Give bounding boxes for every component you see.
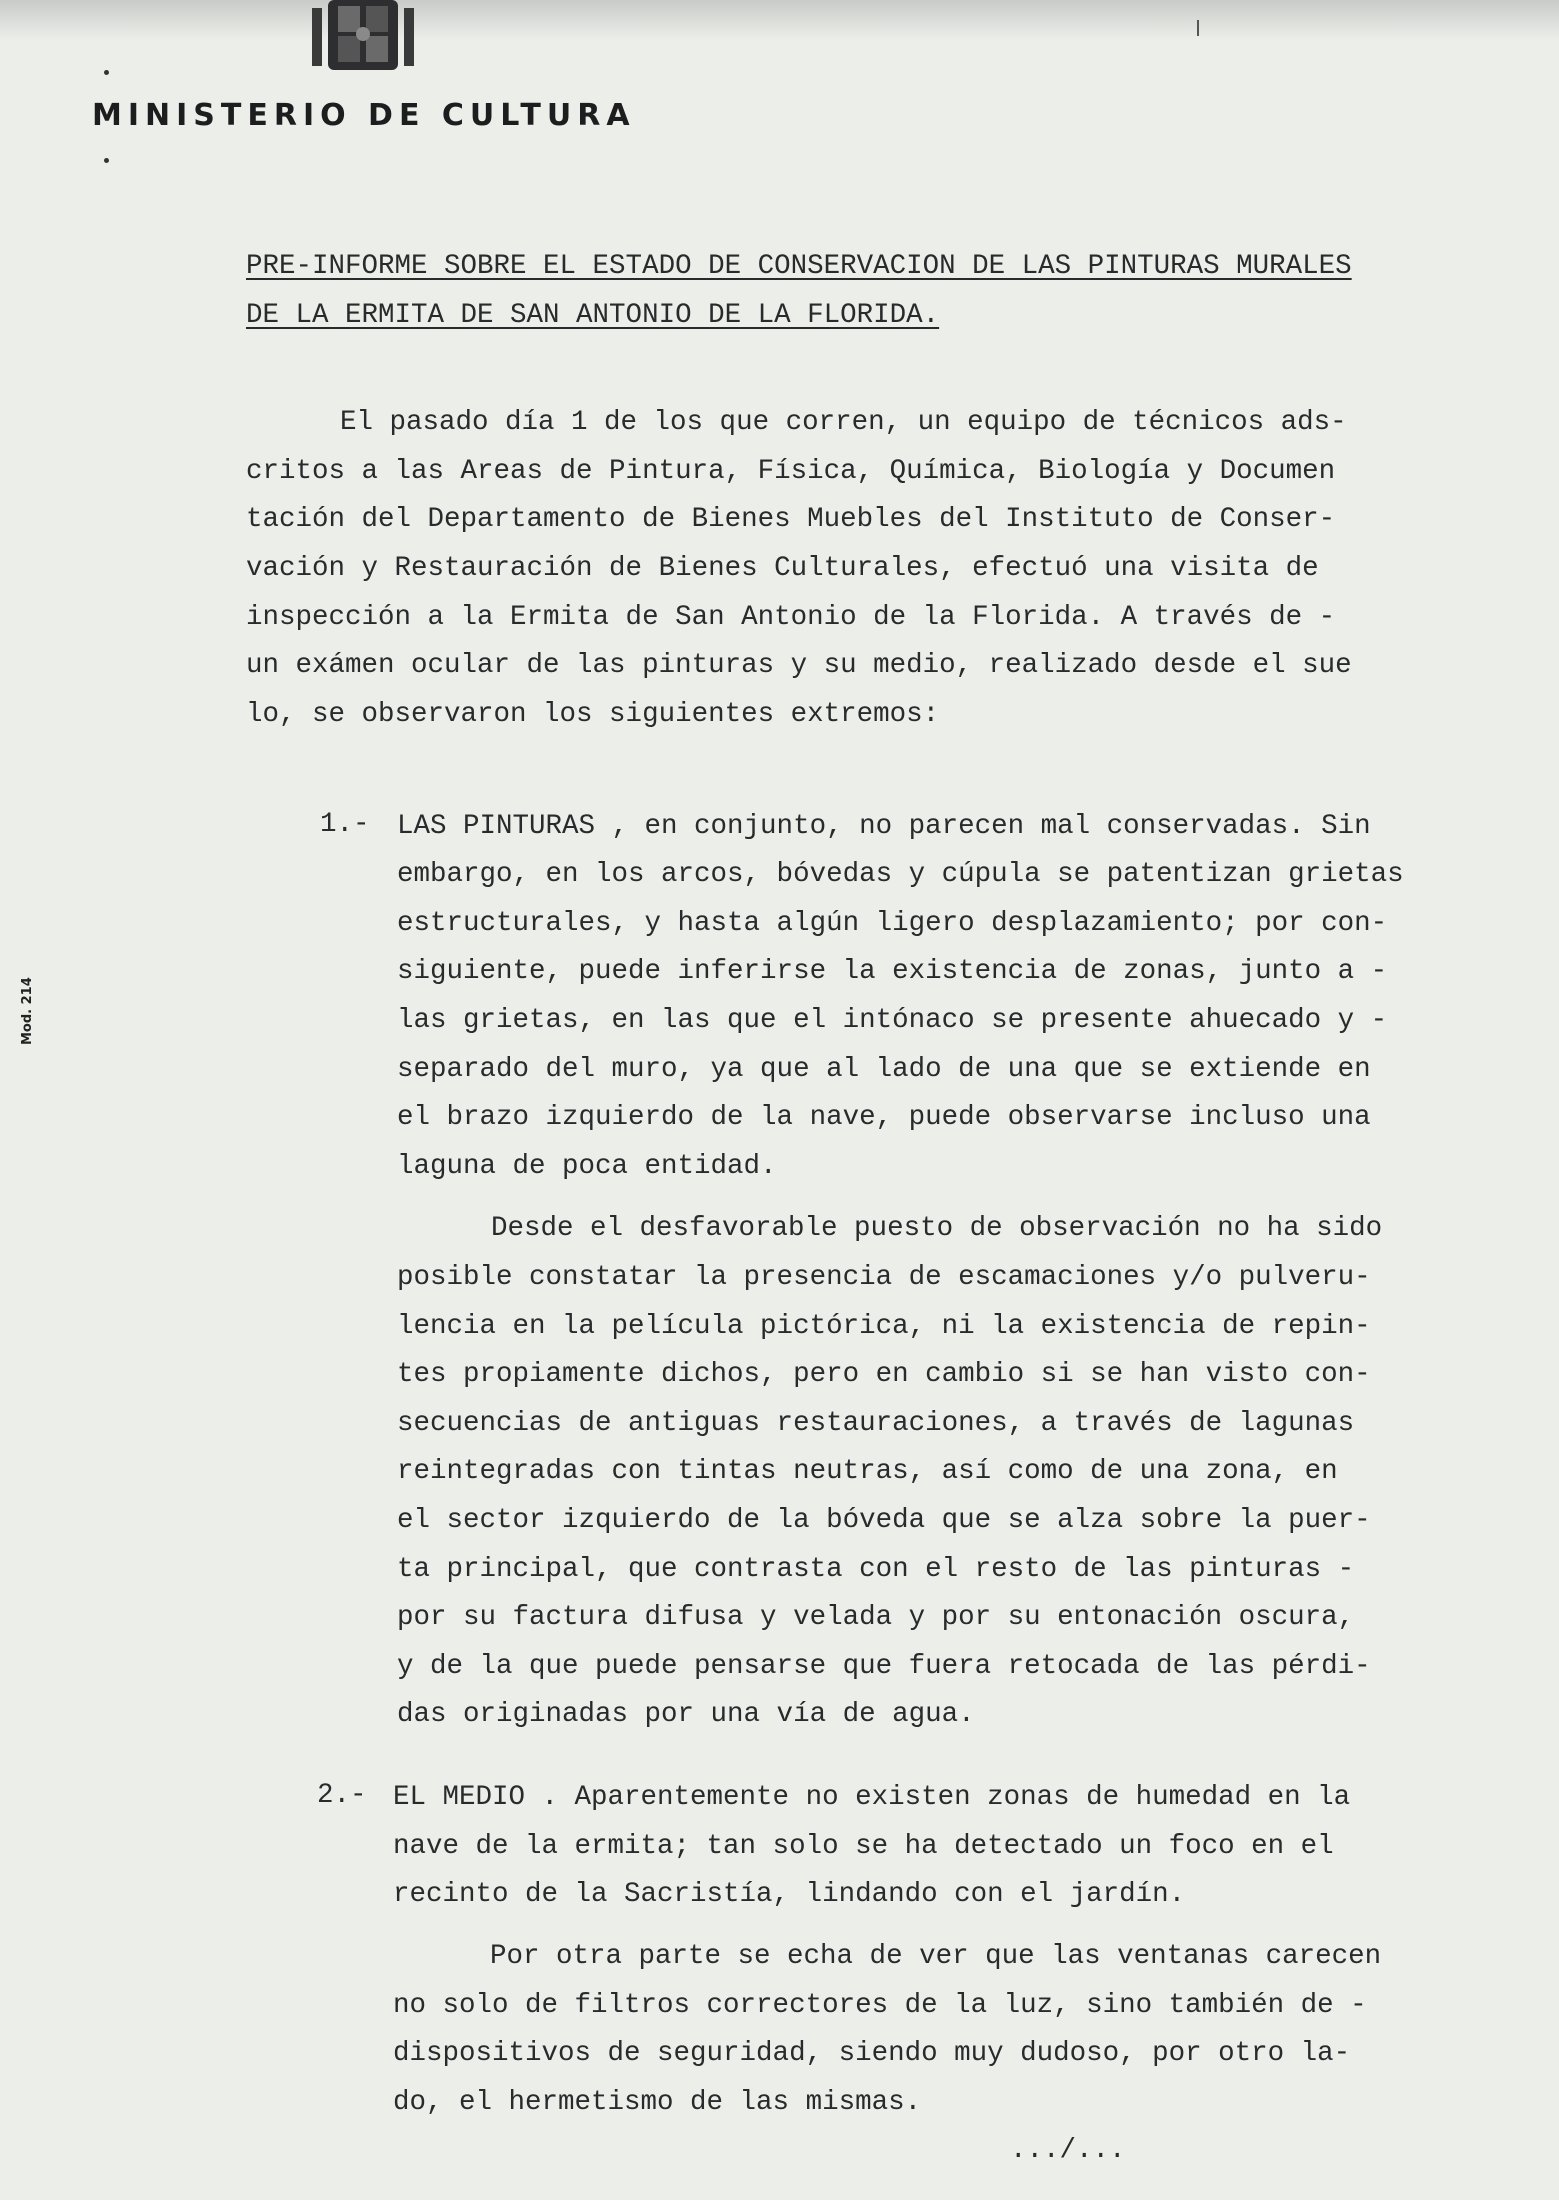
section-1-para-2-line: ta principal, que contrasta con el resto de las pinturas - <box>397 1554 1355 1585</box>
section-1-para-2-line: el sector izquierdo de la bóveda que se alza sobre la puer- <box>397 1505 1371 1536</box>
section-1-para-2-line: reintegradas con tintas neutras, así como de una zona, en <box>397 1456 1338 1487</box>
section-2-line: recinto de la Sacristía, lindando con el jardín. <box>393 1879 1186 1910</box>
section-1-line: siguiente, puede inferirse la existencia de zonas, junto a - <box>397 956 1388 987</box>
margin-mark-top <box>104 70 109 75</box>
section-2-para-2-line: dispositivos de seguridad, siendo muy dudoso, por otro la- <box>393 2038 1351 2069</box>
section-2-line: nave de la ermita; tan solo se ha detectado un foco en el <box>393 1831 1334 1862</box>
section-1-para-2-line: secuencias de antiguas restauraciones, a través de lagunas <box>397 1408 1355 1439</box>
margin-mark-bottom <box>104 158 109 163</box>
section-2-number: 2.- <box>317 1780 367 1811</box>
intro-line: vación y Restauración de Bienes Culturales, efectuó una visita de <box>246 553 1319 584</box>
section-1-line: estructurales, y hasta algún ligero desplazamiento; por con- <box>397 908 1388 939</box>
coat-of-arms-icon <box>308 0 418 72</box>
section-1-para-2-line: Desde el desfavorable puesto de observación no ha sido <box>491 1213 1383 1244</box>
continuation-mark: .../... <box>1010 2135 1126 2166</box>
section-1-line: LAS PINTURAS , en conjunto, no parecen mal conservadas. Sin <box>397 811 1371 842</box>
intro-line: critos a las Areas de Pintura, Física, Química, Biología y Documen <box>246 456 1336 487</box>
section-1-line: las grietas, en las que el intónaco se presente ahuecado y - <box>397 1005 1388 1036</box>
ministry-header: MINISTERIO DE CULTURA <box>92 98 636 133</box>
section-1-para-2-line: y de la que puede pensarse que fuera retocada de las pérdi- <box>397 1651 1371 1682</box>
section-2-para-2-line: Por otra parte se echa de ver que las ventanas carecen <box>490 1941 1382 1972</box>
section-1-number: 1.- <box>320 809 370 840</box>
document-title-line-1: PRE-INFORME SOBRE EL ESTADO DE CONSERVACION DE LAS PINTURAS MURALES <box>246 251 1352 282</box>
section-1-para-2-line: das originadas por una vía de agua. <box>397 1699 975 1730</box>
intro-line: lo, se observaron los siguientes extremos: <box>246 699 940 730</box>
document-title-line-2: DE LA ERMITA DE SAN ANTONIO DE LA FLORIDA. <box>246 300 940 331</box>
intro-line: El pasado día 1 de los que corren, un equipo de técnicos ads- <box>340 407 1347 438</box>
page-top-shadow <box>0 0 1559 40</box>
section-1-line: embargo, en los arcos, bóvedas y cúpula se patentizan grietas <box>397 859 1404 890</box>
form-code-label: Mod. 214 <box>20 977 35 1045</box>
intro-line: un exámen ocular de las pinturas y su medio, realizado desde el sue <box>246 650 1352 681</box>
section-1-para-2-line: tes propiamente dichos, pero en cambio si se han visto con- <box>397 1359 1371 1390</box>
section-1-line: separado del muro, ya que al lado de una que se extiende en <box>397 1054 1371 1085</box>
section-1-para-2-line: por su factura difusa y velada y por su entonación oscura, <box>397 1602 1355 1633</box>
section-2-line: EL MEDIO . Aparentemente no existen zonas de humedad en la <box>393 1782 1351 1813</box>
section-2-para-2-line: no solo de filtros correctores de la luz, sino también de - <box>393 1990 1367 2021</box>
top-tick-mark <box>1197 20 1199 36</box>
intro-line: inspección a la Ermita de San Antonio de la Florida. A través de - <box>246 602 1336 633</box>
section-2-para-2-line: do, el hermetismo de las mismas. <box>393 2087 922 2118</box>
section-1-para-2-line: lencia en la película pictórica, ni la existencia de repin- <box>397 1311 1371 1342</box>
intro-line: tación del Departamento de Bienes Muebles del Instituto de Conser- <box>246 504 1336 535</box>
section-1-line: el brazo izquierdo de la nave, puede observarse incluso una <box>397 1102 1371 1133</box>
section-1-line: laguna de poca entidad. <box>397 1151 777 1182</box>
section-1-para-2-line: posible constatar la presencia de escamaciones y/o pulveru- <box>397 1262 1371 1293</box>
